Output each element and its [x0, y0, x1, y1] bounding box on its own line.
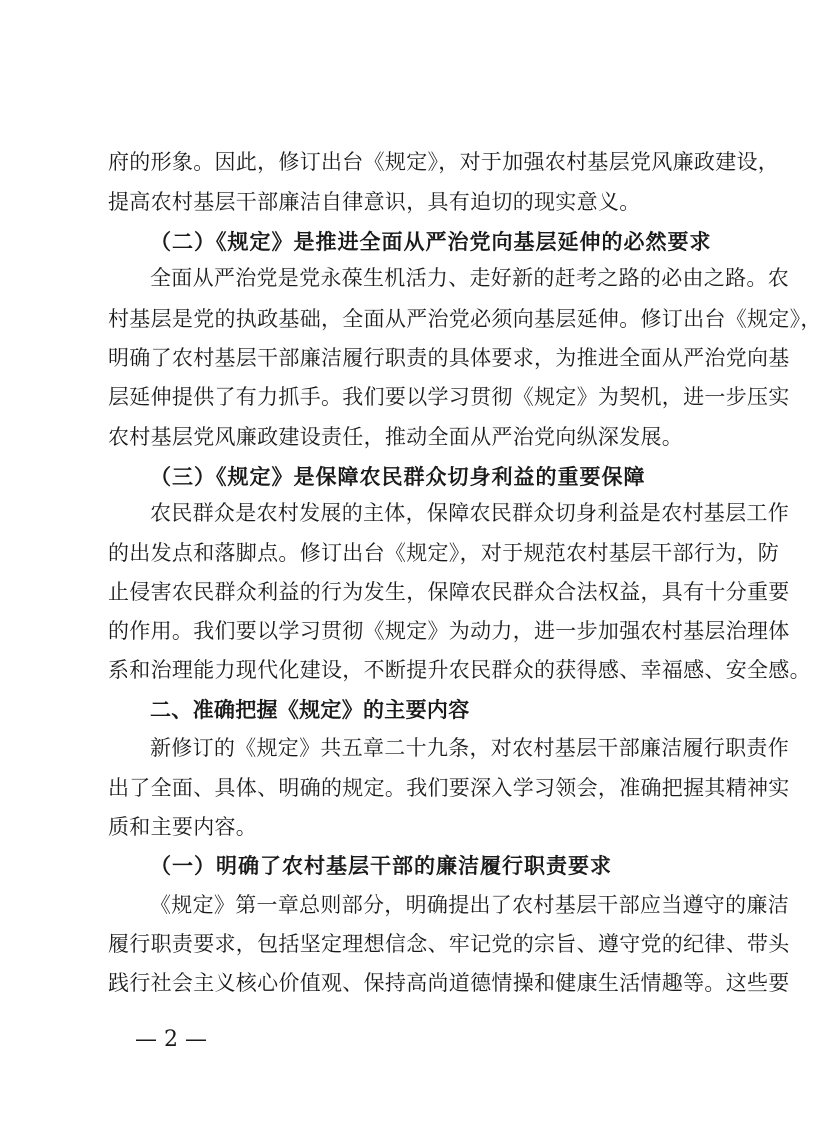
section-heading: （三）《规定》是保障农民群众切身利益的重要保障	[150, 464, 646, 489]
paragraph-line: 村基层是党的执政基础，全面从严治党必须向基层延伸。修订出台《规定》，	[108, 307, 822, 331]
paragraph-line: 系和治理能力现代化建设，不断提升农民群众的获得感、幸福感、安全感。	[108, 658, 811, 682]
paragraph-line: 践行社会主义核心价值观、保持高尚道德情操和健康生活情趣等。这些要	[108, 971, 790, 995]
paragraph-line: 的出发点和落脚点。修订出台《规定》，对于规范农村基层干部行为，防	[108, 541, 780, 565]
page-number: — 2 —	[135, 1027, 207, 1052]
paragraph-line: 出了全面、具体、明确的规定。我们要深入学习领会，准确把握其精神实	[108, 776, 790, 800]
paragraph-line: 止侵害农民群众利益的行为发生，保障农民群众合法权益，具有十分重要	[108, 580, 790, 604]
paragraph-line: 农民群众是农村发展的主体，保障农民群众切身利益是农村基层工作	[150, 501, 789, 525]
chapter-heading: 二、准确把握《规定》的主要内容	[150, 697, 470, 722]
paragraph-line: 提高农村基层干部廉洁自律意识，具有迫切的现实意义。	[108, 190, 641, 214]
paragraph-line: 层延伸提供了有力抓手。我们要以学习贯彻《规定》为契机，进一步压实	[108, 385, 790, 409]
paragraph-line: 明确了农村基层干部廉洁履行职责的具体要求，为推进全面从严治党向基	[108, 346, 790, 370]
paragraph-line: 农村基层党风廉政建设责任，推动全面从严治党向纵深发展。	[108, 425, 684, 449]
section-heading: （二）《规定》是推进全面从严治党向基层延伸的必然要求	[150, 229, 712, 254]
paragraph-line: 的作用。我们要以学习贯彻《规定》为动力，进一步加强农村基层治理体	[108, 619, 790, 643]
paragraph-line: 《规定》第一章总则部分，明确提出了农村基层干部应当遵守的廉洁	[150, 893, 789, 917]
paragraph-line: 质和主要内容。	[108, 815, 258, 839]
section-heading: （一）明确了农村基层干部的廉洁履行职责要求	[150, 853, 612, 878]
paragraph-line: 新修订的《规定》共五章二十九条，对农村基层干部廉洁履行职责作	[150, 736, 789, 760]
paragraph-line: 全面从严治党是党永葆生机活力、走好新的赶考之路的必由之路。农	[150, 266, 789, 290]
paragraph-line: 履行职责要求，包括坚定理想信念、牢记党的宗旨、遵守党的纪律、带头	[108, 932, 790, 956]
paragraph-line: 府的形象。因此，修订出台《规定》，对于加强农村基层党风廉政建设，	[108, 150, 780, 174]
